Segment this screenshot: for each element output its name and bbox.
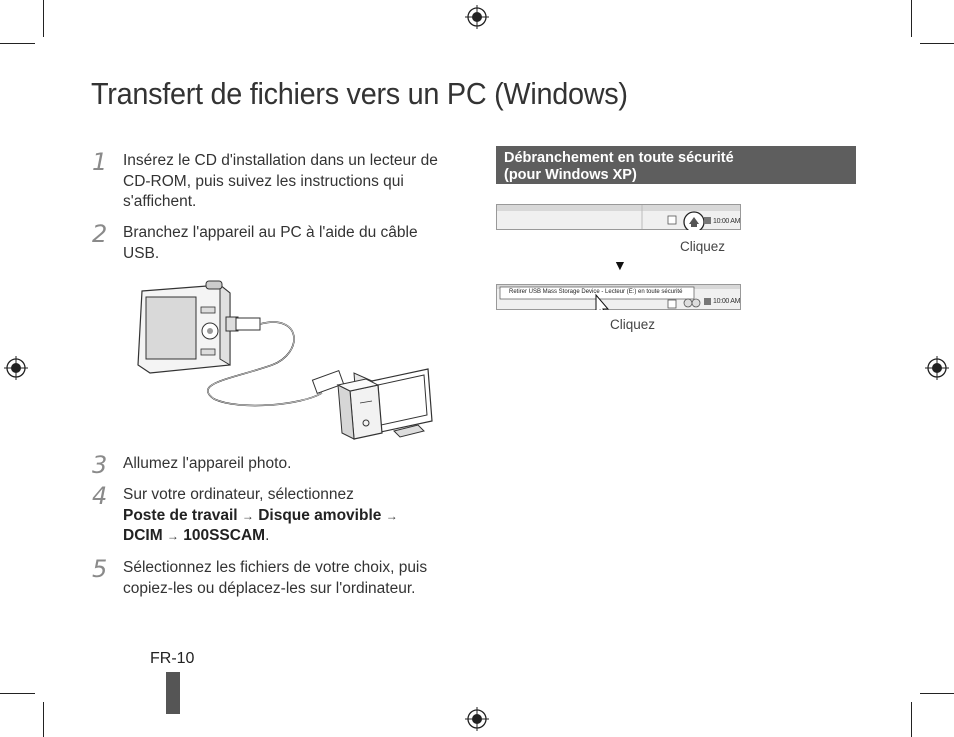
crop-mark [911,702,912,737]
camera-to-pc-illustration [132,273,444,441]
section-heading-line: Débranchement en toute sécurité [504,150,734,166]
crop-mark [911,0,912,37]
registration-mark-icon [4,356,28,380]
crop-mark [920,693,954,694]
registration-mark-icon [465,707,489,731]
path-item: Poste de travail [123,506,238,524]
crop-mark [43,702,44,737]
desktop-computer-illustration [338,369,432,439]
taskbar-clock: 10:00 AM [713,218,741,225]
step-number: 4 [92,482,108,510]
digital-camera-illustration [138,281,238,373]
page-title: Transfert de fichiers vers un PC (Windows) [91,76,628,111]
arrow-icon: → [166,529,179,543]
path-item: 100SSCAM [183,527,266,544]
step-text: Allumez l'appareil photo. [123,455,292,472]
step-number: 2 [92,220,108,248]
step-number: 3 [92,451,108,479]
arrow-icon: → [385,508,398,523]
cliquez-label: Cliquez [610,317,656,332]
step-end: . [265,527,270,544]
step-text: Insérez le CD d'installation dans un lecteur de CD-ROM, puis suivez les instructions qui s'affichent. [123,152,438,210]
page-number: FR-10 [150,650,195,667]
step-text [123,485,441,547]
cliquez-label: Cliquez [680,239,726,254]
step-number: 1 [92,148,108,176]
page-tab-marker [166,672,180,714]
taskbar-screenshot [496,284,741,310]
registration-mark-icon [925,356,949,380]
step-text: Sélectionnez les fichiers de votre choix, puis copiez-les ou déplacez-les sur l'ordinateur. [123,559,428,597]
step-text: Branchez l'appareil au PC à l'aide du câble USB. [123,224,418,262]
taskbar-screenshot [496,204,741,230]
safe-remove-menu-item[interactable]: Retirer USB Mass Storage Device - Lecteur (E:) en toute sécurité [509,289,683,295]
registration-mark-icon [465,5,489,29]
section-heading-line: (pour Windows XP) [504,166,637,183]
crop-mark [0,693,35,694]
crop-mark [920,43,954,44]
path-item: Disque amovible [258,506,382,524]
safely-remove-hardware-icon [684,212,704,230]
arrow-icon: → [241,508,254,523]
crop-mark [0,43,35,44]
path-item: DCIM [123,527,163,544]
section-heading [496,146,856,184]
step-intro: Sur votre ordinateur, sélectionnez [123,486,354,503]
crop-mark [43,0,44,37]
down-arrow-icon: ▼ [613,257,627,273]
step-number: 5 [92,555,108,583]
taskbar-clock: 10:00 AM [713,298,741,305]
